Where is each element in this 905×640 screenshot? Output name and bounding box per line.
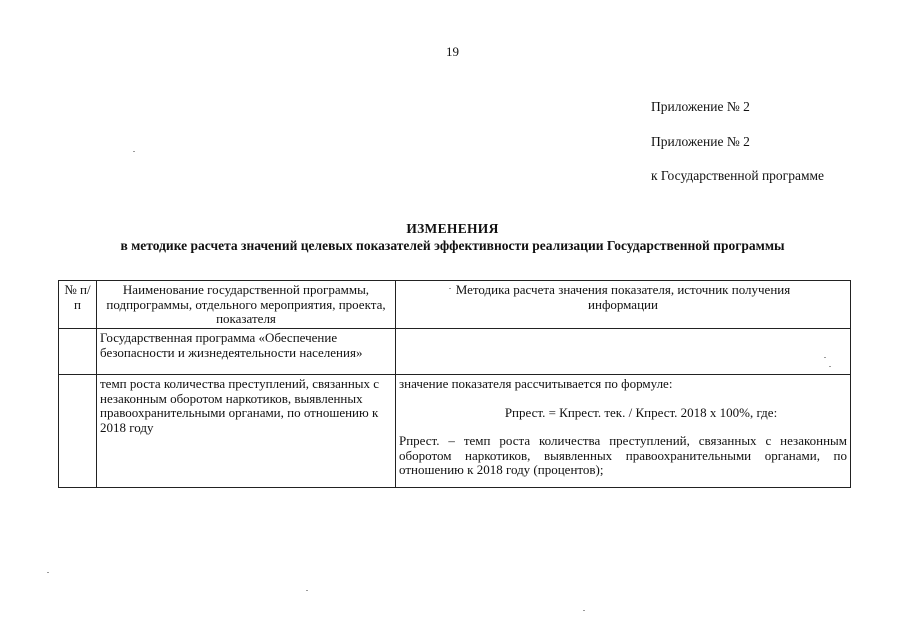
scan-speck xyxy=(824,357,826,358)
appendix-label: Приложение № 2 xyxy=(651,99,750,114)
method-formula: Рпрест. = Кпрест. тек. / Кпрест. 2018 х 100%, где: xyxy=(504,404,778,420)
table-row xyxy=(59,375,851,488)
method-note: Рпрест. – темп роста количества преступлений, связанных с незаконным оборотом наркотиков, выявленных правоохранительными органами, по отношению к 2018 году (процентов); xyxy=(399,433,847,477)
appendix-label-repeat: Приложение № 2 xyxy=(651,134,750,149)
row-method xyxy=(396,375,851,488)
table-row xyxy=(59,329,851,375)
table-header-row xyxy=(59,281,851,329)
row-number xyxy=(59,329,97,375)
header-method: Методика расчета значения показателя, источник получения информации xyxy=(396,281,851,329)
scan-speck xyxy=(829,366,831,367)
method-intro: значение показателя рассчитывается по формуле: xyxy=(399,376,673,391)
scan-speck xyxy=(47,572,49,573)
scan-speck xyxy=(583,610,585,611)
header-number: № п/п xyxy=(59,281,97,329)
page-number: 19 xyxy=(446,44,459,59)
row-method xyxy=(396,329,851,375)
appendix-program-reference: к Государственной программе xyxy=(651,168,825,183)
scan-speck xyxy=(449,288,451,289)
row-number xyxy=(59,375,97,488)
header-name: Наименование государственной программы, подпрограммы, отдельного мероприятия, проекта, показателя xyxy=(97,281,396,329)
document-subtitle: в методике расчета значений целевых показателей эффективности реализации Государственной программы xyxy=(120,238,785,253)
document-title: ИЗМЕНЕНИЯ xyxy=(406,221,499,236)
indicators-table xyxy=(58,280,851,488)
row-indicator-name: темп роста количества преступлений, связанных с незаконным оборотом наркотиков, выявленных правоохранительными органами, по отношению к 2018 году xyxy=(97,375,396,488)
scan-speck xyxy=(306,590,308,591)
row-program-name: Государственная программа «Обеспечение безопасности и жизнедеятельности населения» xyxy=(97,329,396,375)
scan-speck xyxy=(133,151,135,152)
